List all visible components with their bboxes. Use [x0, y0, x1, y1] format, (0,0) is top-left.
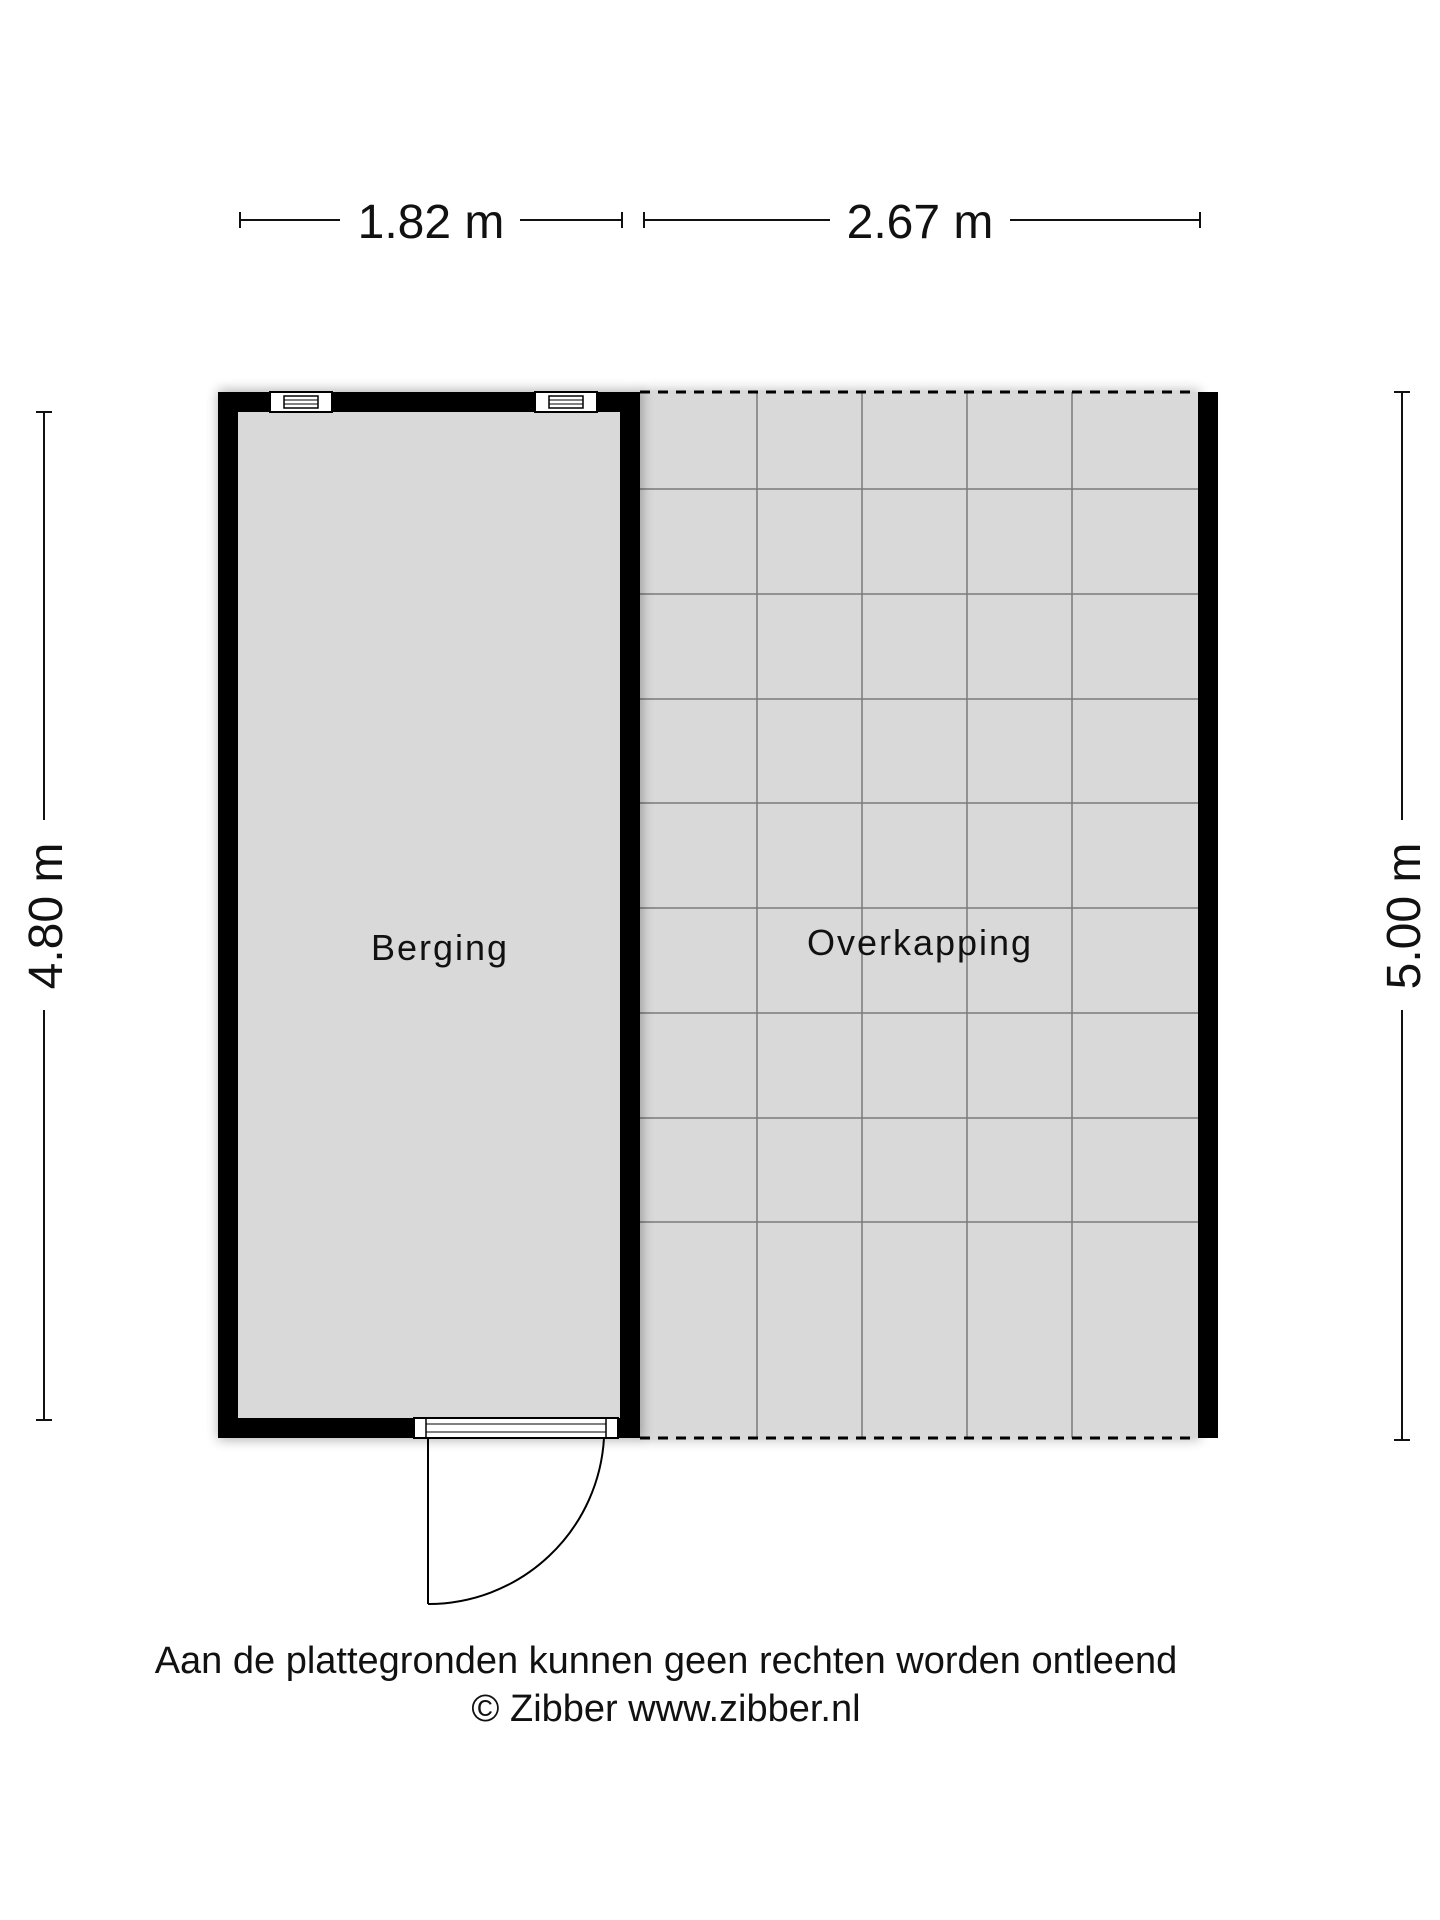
overkapping-wall: [1198, 392, 1218, 1438]
dimension-left-label: 4.80 m: [20, 842, 73, 990]
berging-room: [218, 390, 642, 1604]
overkapping-floor: [640, 392, 1198, 1438]
window-left: [270, 392, 332, 412]
disclaimer-text: Aan de plattegronden kunnen geen rechten worden ontleend: [154, 1640, 1178, 1682]
room-label-berging: Berging: [370, 927, 510, 968]
window-right: [535, 392, 597, 412]
dimension-top-right-label: 2.67 m: [846, 196, 994, 249]
dimension-top-left-label: 1.82 m: [357, 196, 505, 249]
door: [414, 1418, 618, 1604]
overkapping-area: [640, 390, 1218, 1440]
door-swing-arc: [428, 1438, 604, 1604]
room-label-overkapping: Overkapping: [806, 922, 1034, 963]
dimension-right-label: 5.00 m: [1378, 842, 1431, 990]
berging-floor: [238, 412, 620, 1418]
copyright-text: © Zibber www.zibber.nl: [471, 1688, 861, 1730]
